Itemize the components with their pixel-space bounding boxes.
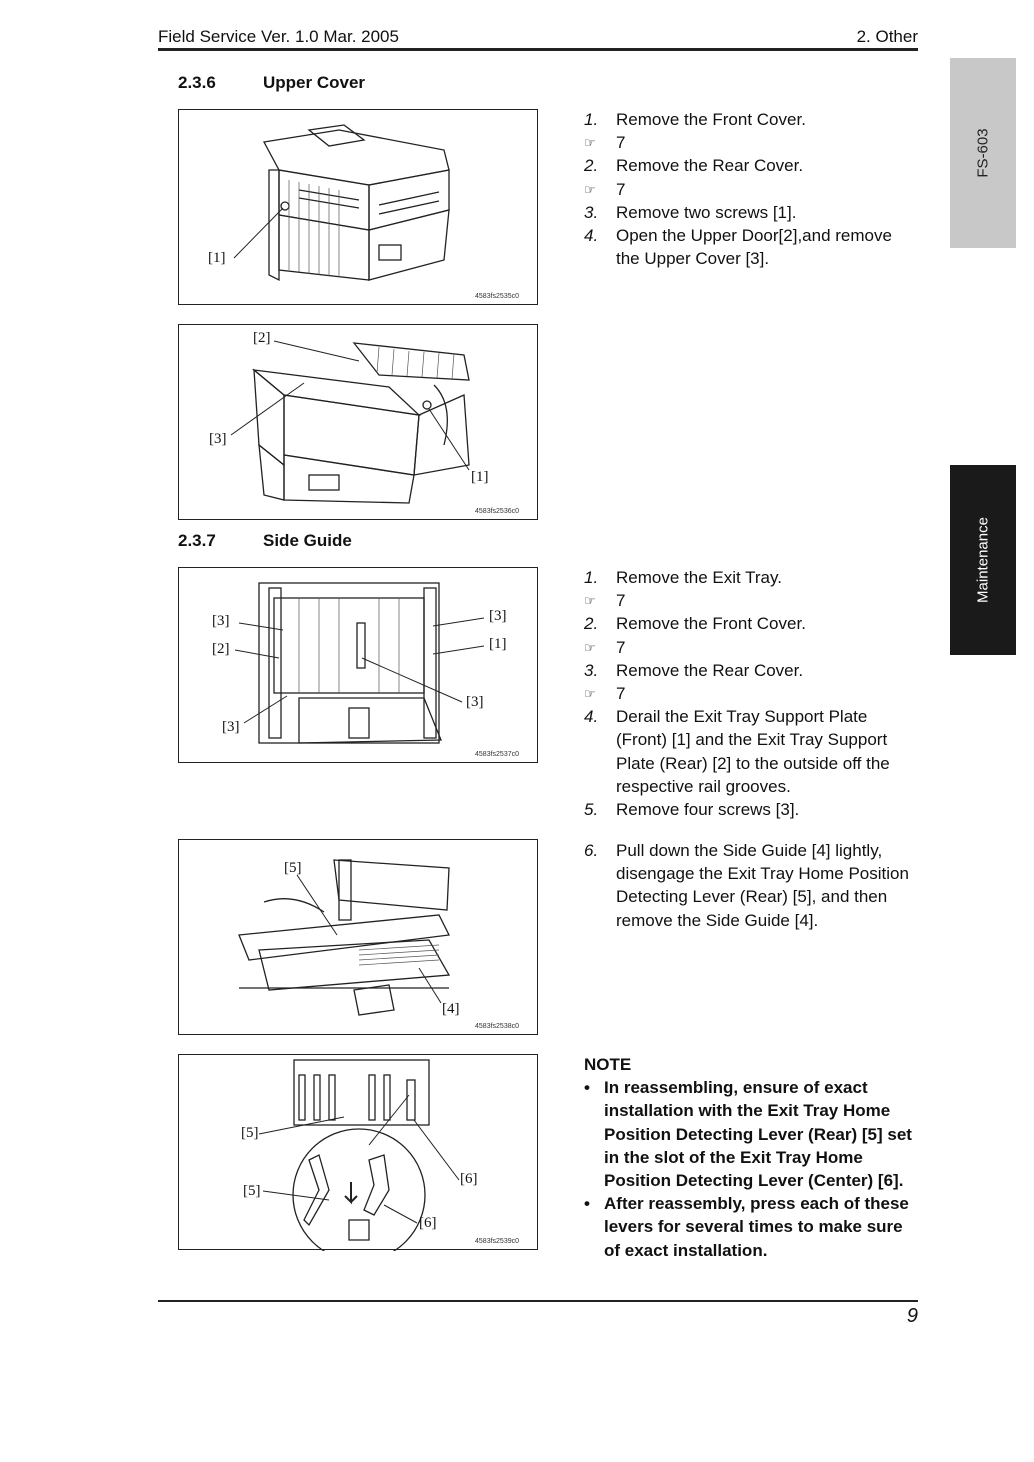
callout-label: [5]: [243, 1183, 261, 1199]
callout-label: [5]: [284, 860, 302, 876]
callout-label: [3]: [489, 608, 507, 624]
page-reference: ☞ 7: [584, 589, 920, 612]
callout-label: [5]: [241, 1125, 259, 1141]
figure-side-guide-removal: [178, 839, 538, 1035]
callout-label: [3]: [466, 694, 484, 710]
pointing-hand-icon: ☞: [584, 181, 596, 197]
callout-label: [1]: [489, 636, 507, 652]
finisher-illustration: [179, 325, 539, 521]
note-title: NOTE: [584, 1055, 632, 1074]
figure-code: 4583fs2539c0: [475, 1238, 519, 1245]
finisher-illustration: [179, 1055, 539, 1251]
step-item: 3. Remove the Rear Cover.: [584, 660, 804, 680]
step-item: 2. Remove the Front Cover.: [584, 614, 806, 634]
section-number: 2.3.7: [178, 531, 216, 550]
section-title: Side Guide: [263, 531, 352, 550]
model-tab-label: FS-603: [974, 128, 992, 178]
page-reference: ☞ 7: [584, 131, 920, 154]
figure-upper-cover-screws: [178, 109, 538, 305]
page-number: 9: [906, 1305, 918, 1327]
page-reference: ☞ 7: [584, 178, 920, 201]
pointing-hand-icon: ☞: [584, 593, 596, 609]
callout-label: [2]: [253, 330, 271, 346]
pointing-hand-icon: ☞: [584, 135, 596, 151]
callout-label: [3]: [222, 719, 240, 735]
step-item: 2. Remove the Rear Cover.: [584, 156, 804, 176]
header-left: Field Service Ver. 1.0 Mar. 2005: [158, 27, 399, 46]
pointing-hand-icon: ☞: [584, 639, 596, 655]
callout-label: [1]: [208, 250, 226, 266]
pointing-hand-icon: ☞: [584, 686, 596, 702]
section-tab: [950, 465, 1016, 655]
callout-label: [3]: [212, 613, 230, 629]
figure-side-guide-screws: [178, 567, 538, 763]
callout-label: [2]: [212, 641, 230, 657]
callout-label: [6]: [460, 1171, 478, 1187]
section-heading-side-guide: [178, 531, 352, 551]
model-tab: [950, 58, 1016, 248]
figure-lever-detail: [178, 1054, 538, 1250]
steps-side-guide: [584, 566, 920, 821]
finisher-illustration: [179, 840, 539, 1036]
step-item: 4. Derail the Exit Tray Support Plate (Front) [1] and the Exit Tray Support Plate (Rear) [2] to the outside off the respective rail grooves.: [584, 707, 890, 796]
figure-code: 4583fs2537c0: [475, 751, 519, 758]
figure-code: 4583fs2538c0: [475, 1023, 519, 1030]
section-number: 2.3.6: [178, 73, 216, 92]
callout-label: [3]: [209, 431, 227, 447]
note-bullet: • After reassembly, press each of these levers for several times to make sure of exact installation.: [584, 1192, 920, 1262]
step-item: 6. Pull down the Side Guide [4] lightly, disengage the Exit Tray Home Position Detecting Lever (Rear) [5], and then remove the Side Guide [4].: [584, 841, 909, 930]
step-item: 4. Open the Upper Door[2],and remove the Upper Cover [3].: [584, 226, 892, 269]
bullet-icon: •: [584, 1078, 590, 1098]
step-item: 1. Remove the Front Cover.: [584, 110, 806, 129]
footer-rule: [158, 1300, 918, 1302]
step-item: 3. Remove two screws [1].: [584, 202, 797, 222]
figure-upper-door-open: [178, 324, 538, 520]
page-reference: ☞ 7: [584, 682, 920, 705]
callout-label: [4]: [442, 1001, 460, 1017]
note-bullet: • In reassembling, ensure of exact installation with the Exit Tray Home Position Detecting Lever (Rear) [5] set in the slot of the Exit Tray Home Position Detecting Lever (Center) [6].: [584, 1076, 920, 1192]
callout-label: [6]: [419, 1215, 437, 1231]
steps-upper-cover: [584, 108, 920, 270]
section-title: Upper Cover: [263, 73, 366, 92]
bullet-icon: •: [584, 1194, 590, 1214]
header-rule: [158, 48, 918, 51]
header-right: 2. Other: [856, 27, 918, 46]
step-item: 5. Remove four screws [3].: [584, 800, 800, 820]
callout-label: [1]: [471, 469, 489, 485]
finisher-illustration: [179, 110, 539, 306]
figure-code: 4583fs2536c0: [475, 508, 519, 515]
step-item: 1. Remove the Exit Tray.: [584, 568, 782, 587]
steps-side-guide-continued: [584, 839, 920, 932]
section-heading-upper-cover: [178, 73, 365, 93]
note-box: [584, 1053, 920, 1262]
figure-code: 4583fs2535c0: [475, 293, 519, 300]
section-tab-label: Maintenance: [974, 517, 992, 603]
page-reference: ☞ 7: [584, 636, 920, 659]
